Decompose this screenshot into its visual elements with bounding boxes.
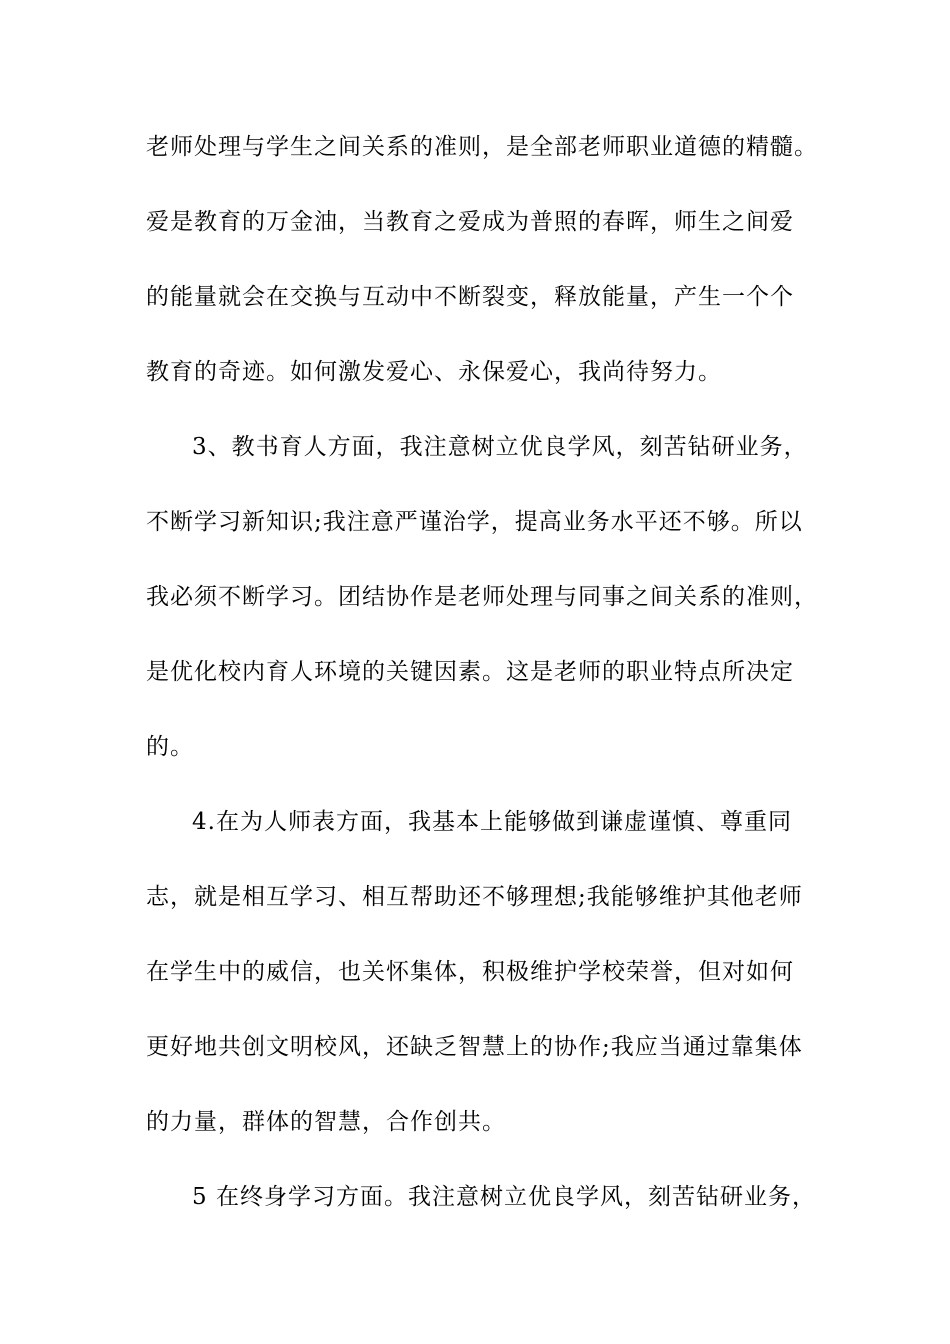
text-line: 志，就是相互学习、相互帮助还不够理想;我能够维护其他老师 — [146, 884, 803, 910]
text-line: 爱是教育的万金油，当教育之爱成为普照的春晖，师生之间爱 — [146, 209, 794, 235]
text-line: 的能量就会在交换与互动中不断裂变，释放能量，产生一个个 — [146, 284, 794, 310]
text-line: 的力量，群体的智慧，合作创共。 — [146, 1109, 506, 1135]
text-line: 在学生中的威信，也关怀集体，积极维护学校荣誉，但对如何 — [146, 959, 794, 985]
text-line: 我必须不断学习。团结协作是老师处理与同事之间关系的准则， — [146, 584, 818, 610]
paragraph-start-line: 5 在终身学习方面。我注意树立优良学风，刻苦钻研业务， — [192, 1184, 816, 1210]
document-body — [146, 124, 818, 1249]
text-line: 更好地共创文明校风，还缺乏智慧上的协作;我应当通过靠集体 — [146, 1034, 803, 1060]
text-line: 老师处理与学生之间关系的准则，是全部老师职业道德的精髓。 — [146, 134, 818, 160]
text-line: 的。 — [146, 734, 194, 760]
paragraph-start-line: 3、教书育人方面，我注意树立优良学风，刻苦钻研业务， — [192, 434, 808, 460]
paragraph-start-line: 4.在为人师表方面，我基本上能够做到谦虚谨慎、尊重同 — [192, 809, 792, 835]
text-line: 不断学习新知识;我注意严谨治学，提高业务水平还不够。所以 — [146, 509, 803, 535]
text-line: 是优化校内育人环境的关键因素。这是老师的职业特点所决定 — [146, 659, 794, 685]
text-line: 教育的奇迹。如何激发爱心、永保爱心，我尚待努力。 — [146, 359, 722, 385]
